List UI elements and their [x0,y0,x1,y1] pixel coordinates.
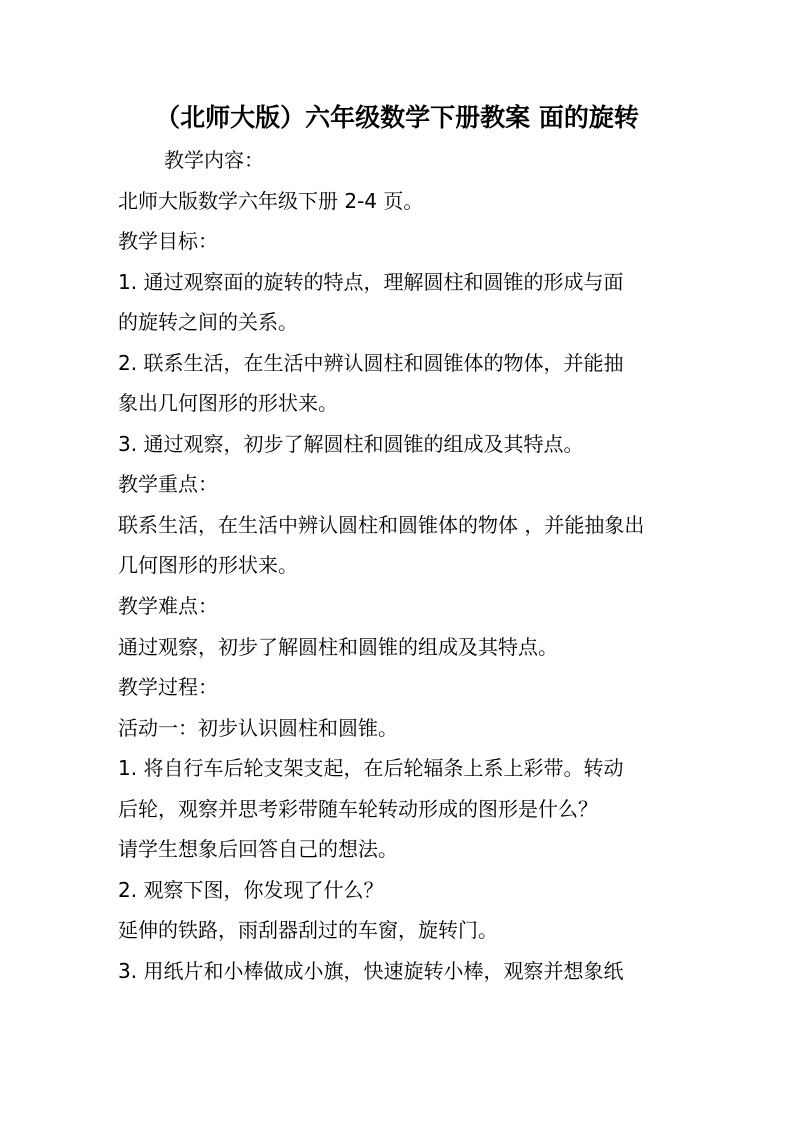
paragraph-line: 1. 通过观察面的旋转的特点，理解圆柱和圆锥的形成与面 [118,269,624,294]
paragraph-line: 3. 用纸片和小棒做成小旗，快速旋转小棒，观察并想象纸 [118,958,624,983]
section-heading-process: 教学过程： [118,675,218,700]
section-heading-content: 教学内容： [164,148,264,172]
document-title: （北师大版）六年级数学下册教案 面的旋转 [155,103,639,132]
paragraph-line: 的旋转之间的关系。 [118,310,298,335]
section-heading-objectives: 教学目标： [118,229,218,254]
paragraph-line: 象出几何图形的形状来。 [118,391,338,416]
paragraph-line: 北师大版数学六年级下册 2-4 页。 [118,188,424,213]
paragraph-line: 2. 联系生活，在生活中辨认圆柱和圆锥体的物体，并能抽 [118,350,624,375]
paragraph-line: 请学生想象后回答自己的想法。 [118,837,398,862]
section-heading-difficulties: 教学难点： [118,594,218,619]
paragraph-line: 联系生活，在生活中辨认圆柱和圆锥体的物体 ，并能抽象出 [118,512,645,537]
paragraph-line: 延伸的铁路，雨刮器刮过的车窗，旋转门。 [118,918,498,943]
paragraph-line: 几何图形的形状来。 [118,553,298,578]
paragraph-line: 后轮，观察并思考彩带随车轮转动形成的图形是什么？ [118,796,598,821]
paragraph-line: 1. 将自行车后轮支架支起，在后轮辐条上系上彩带。转动 [118,756,624,781]
paragraph-line: 通过观察，初步了解圆柱和圆锥的组成及其特点。 [118,634,558,659]
paragraph-line: 3. 通过观察，初步了解圆柱和圆锥的组成及其特点。 [118,431,584,456]
paragraph-line: 2. 观察下图，你发现了什么？ [118,877,384,902]
document-body [118,140,678,991]
activity-heading: 活动一：初步认识圆柱和圆锥。 [118,715,398,740]
section-heading-key-points: 教学重点： [118,472,218,497]
